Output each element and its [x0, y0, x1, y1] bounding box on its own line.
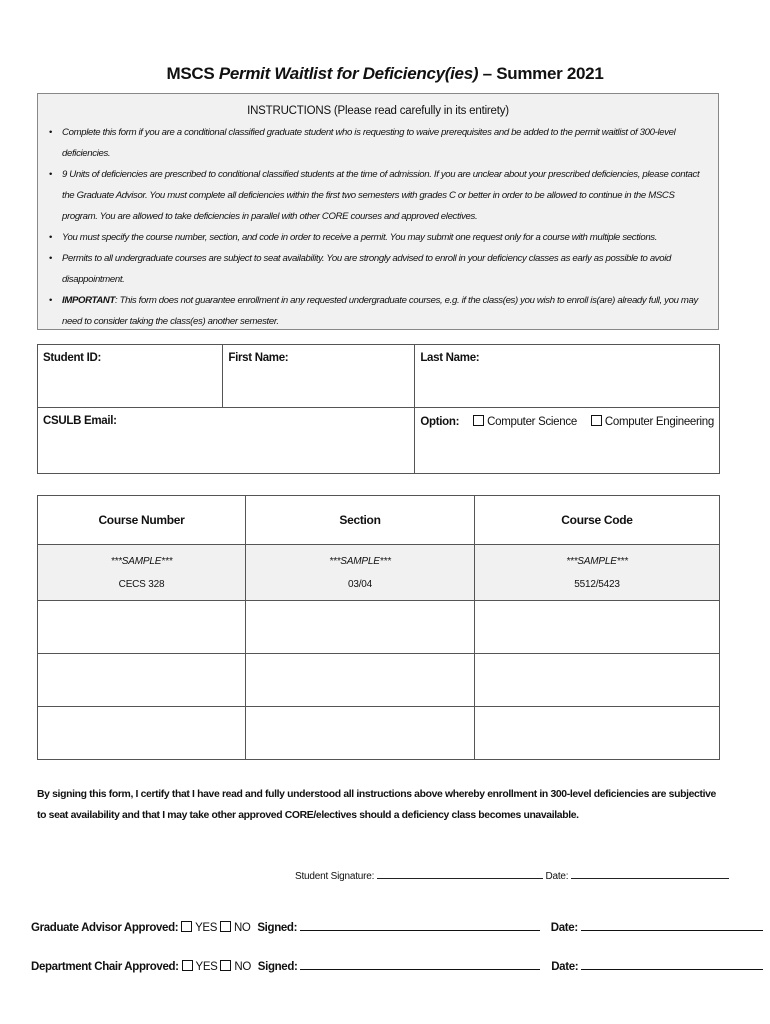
- sample-value: CECS 328: [118, 578, 165, 590]
- option-ce[interactable]: [591, 416, 714, 428]
- title-prefix: MSCS: [166, 64, 219, 83]
- sample-row: [38, 545, 720, 601]
- yes-label: YES: [195, 961, 218, 973]
- grad-advisor-date-field[interactable]: [581, 920, 763, 931]
- sample-tag: ***SAMPLE***: [110, 555, 173, 567]
- checkbox-icon[interactable]: [591, 415, 602, 426]
- instruction-item: • You must specify the course number, section, and code in order to receive a permit. You may submit one request only for a course with multiple sections.: [62, 227, 708, 248]
- dept-chair-approval: [31, 959, 763, 973]
- instruction-item: • Complete this form if you are a conditional classified graduate student who is requesting to waive prerequisites and be added to the permit waitlist of 300-level deficiencies.: [62, 122, 708, 164]
- dept-chair-no[interactable]: [220, 961, 251, 973]
- last-name-field[interactable]: [415, 345, 720, 408]
- course-number-cell[interactable]: [38, 707, 246, 760]
- grad-advisor-signature-field[interactable]: [300, 920, 540, 931]
- dept-chair-label: Department Chair Approved:: [31, 961, 179, 973]
- student-signature-line: [295, 869, 729, 882]
- instruction-item: • Permits to all undergraduate courses are subject to seat availability. You are strongly advised to enroll in your deficiency classes as early as possible to avoid disappointment.: [62, 248, 708, 290]
- grad-advisor-no[interactable]: [220, 922, 251, 934]
- dept-chair-signed-label: Signed:: [257, 961, 298, 973]
- title-main: Permit Waitlist for Deficiency(ies): [218, 64, 479, 83]
- yes-label: YES: [195, 922, 218, 934]
- last-name-label: Last Name:: [420, 352, 480, 364]
- dept-chair-signature-field[interactable]: [300, 959, 540, 970]
- no-label: NO: [234, 961, 251, 973]
- important-text: : This form does not guarantee enrollment in any requested undergraduate courses, e.g. if the class(es) you wish to enroll is(are) already full, you may need to consider taking the class(es) another semester.: [62, 295, 698, 327]
- important-label: IMPORTANT: [62, 295, 115, 306]
- title-suffix: – Summer 2021: [478, 64, 604, 83]
- sample-tag: ***SAMPLE***: [329, 555, 391, 567]
- course-number-cell[interactable]: [38, 601, 246, 654]
- section-cell[interactable]: [246, 707, 475, 760]
- grad-advisor-approval: [31, 920, 763, 934]
- option-cs-label: Computer Science: [487, 416, 577, 428]
- sample-tag: ***SAMPLE***: [566, 555, 628, 567]
- checkbox-icon[interactable]: [181, 921, 192, 932]
- header-section: Section: [246, 496, 475, 545]
- checkbox-icon[interactable]: [220, 921, 231, 932]
- option-label: Option:: [420, 416, 460, 428]
- instructions-heading: INSTRUCTIONS (Please read carefully in its entirety): [247, 105, 509, 117]
- dept-chair-date-label: Date:: [551, 961, 579, 973]
- instruction-item-important: [62, 290, 708, 332]
- grad-advisor-signed-label: Signed:: [257, 922, 298, 934]
- checkbox-icon[interactable]: [220, 960, 231, 971]
- header-course-number: Course Number: [38, 496, 246, 545]
- grad-advisor-label: Graduate Advisor Approved:: [31, 922, 179, 934]
- instruction-item: • 9 Units of deficiencies are prescribed to conditional classified students at the time of admission. If you are unclear about your prescribed deficiencies, please contact the Graduate Advisor. You must complete all deficiencies within the first two semesters with grades C or better in order to be allowed to continue in the MSCS program. You are allowed to take deficiencies in parallel with other CORE courses and approved electives.: [62, 164, 708, 227]
- header-course-code: Course Code: [475, 496, 720, 545]
- instructions-box: [37, 93, 719, 330]
- course-code-cell[interactable]: [475, 707, 720, 760]
- sample-section: [246, 545, 475, 601]
- course-number-cell[interactable]: [38, 654, 246, 707]
- table-row: [38, 601, 720, 654]
- course-table: [37, 495, 720, 760]
- sample-value: 5512/5423: [574, 578, 620, 590]
- sample-course-code: [475, 545, 720, 601]
- checkbox-icon[interactable]: [473, 415, 484, 426]
- table-row: [38, 707, 720, 760]
- option-cs[interactable]: [473, 416, 577, 428]
- dept-chair-yes[interactable]: [182, 961, 218, 973]
- student-info-table: [37, 344, 720, 474]
- certification-statement: By signing this form, I certify that I have read and fully understood all instructions above whereby enrollment in 300-level deficiencies are subjective to seat availability and that I may take other approved CORE/electives should a deficiency class becomes unavailable.: [37, 789, 716, 821]
- csulb-email-field[interactable]: [38, 408, 415, 474]
- student-date-field[interactable]: [571, 869, 729, 879]
- checkbox-icon[interactable]: [182, 960, 193, 971]
- student-id-label: Student ID:: [43, 352, 102, 364]
- option-field: [415, 408, 720, 474]
- grad-advisor-date-label: Date:: [550, 922, 578, 934]
- form-title: [0, 64, 770, 84]
- sample-value: 03/04: [347, 578, 373, 590]
- course-code-cell[interactable]: [475, 654, 720, 707]
- option-ce-label: Computer Engineering: [604, 416, 714, 428]
- section-cell[interactable]: [246, 601, 475, 654]
- course-code-cell[interactable]: [475, 601, 720, 654]
- table-row: [38, 654, 720, 707]
- sample-course-number: [38, 545, 246, 601]
- grad-advisor-yes[interactable]: [181, 922, 217, 934]
- csulb-email-label: CSULB Email:: [43, 415, 117, 427]
- first-name-field[interactable]: [223, 345, 415, 408]
- student-id-field[interactable]: [38, 345, 223, 408]
- instructions-list: [38, 122, 718, 332]
- section-cell[interactable]: [246, 654, 475, 707]
- student-signature-label: Student Signature:: [295, 871, 375, 882]
- first-name-label: First Name:: [228, 352, 289, 364]
- no-label: NO: [233, 922, 251, 934]
- student-signature-field[interactable]: [377, 869, 543, 879]
- dept-chair-date-field[interactable]: [581, 959, 763, 970]
- student-date-label: Date:: [545, 871, 569, 882]
